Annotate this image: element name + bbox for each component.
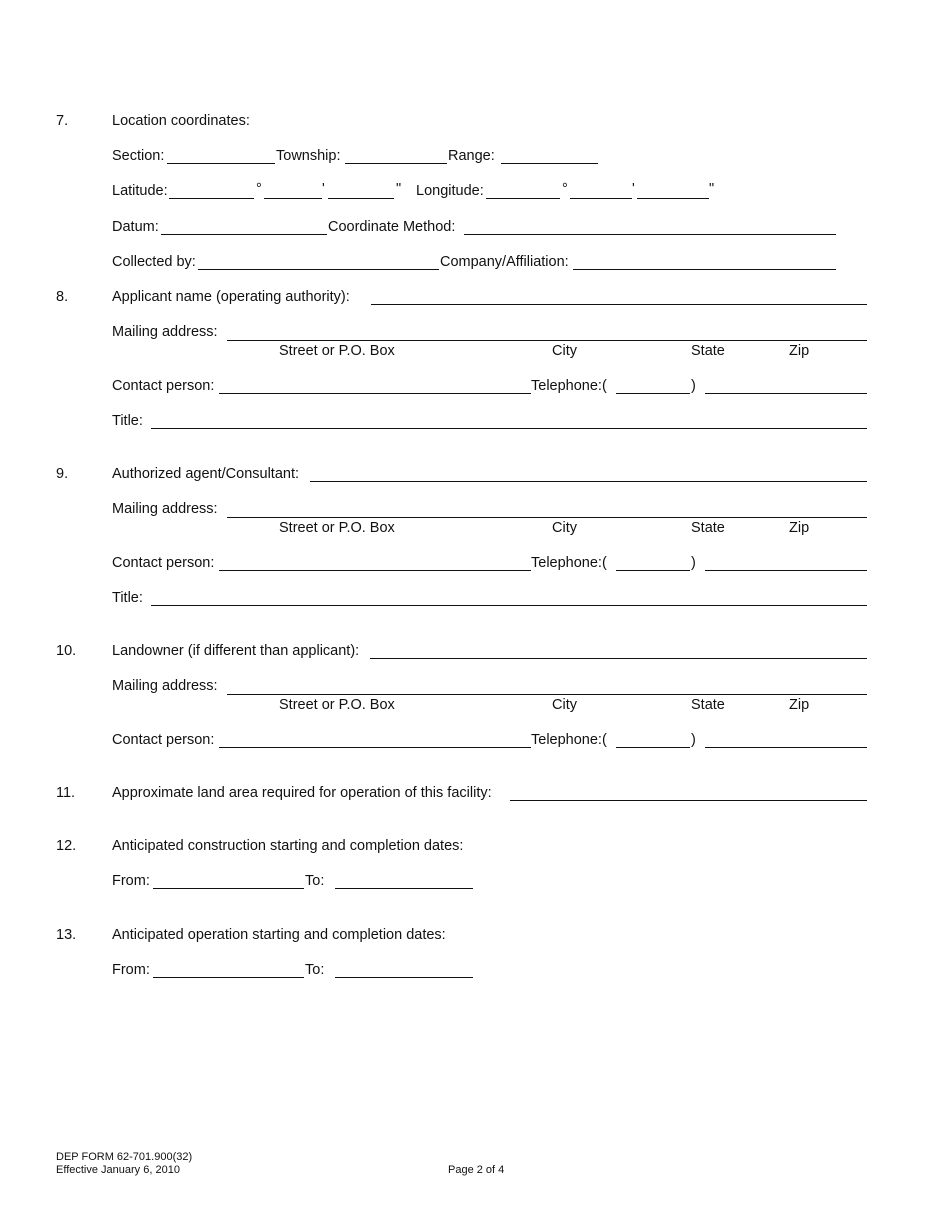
company-affiliation-field[interactable]: [573, 269, 836, 270]
longitude-degrees-field[interactable]: [486, 198, 560, 199]
datum-label: Datum:: [112, 219, 159, 235]
agent-phone-field[interactable]: [705, 570, 867, 571]
section-13-number: 13.: [56, 927, 77, 943]
operation-to-field[interactable]: [335, 977, 473, 978]
township-label: Township:: [276, 148, 341, 164]
agent-state-caption: State: [691, 520, 725, 536]
range-field[interactable]: [501, 163, 598, 164]
agent-telephone-label: Telephone:(: [531, 555, 607, 571]
coordinate-method-field[interactable]: [464, 234, 836, 235]
applicant-phone-field[interactable]: [705, 393, 867, 394]
operation-from-label: From:: [112, 962, 150, 978]
collected-by-field[interactable]: [198, 269, 439, 270]
operation-to-label: To:: [305, 962, 325, 978]
latitude-label: Latitude:: [112, 183, 168, 199]
landowner-city-caption: City: [552, 697, 577, 713]
longitude-seconds-field[interactable]: [637, 198, 709, 199]
applicant-state-caption: State: [691, 343, 725, 359]
construction-from-label: From:: [112, 873, 150, 889]
section-7-number: 7.: [56, 113, 69, 129]
section-10-number: 10.: [56, 643, 77, 659]
landowner-contact-label: Contact person:: [112, 732, 215, 748]
applicant-zip-caption: Zip: [789, 343, 810, 359]
section-8-number: 8.: [56, 289, 69, 305]
latitude-minute-symbol: ': [322, 181, 325, 197]
applicant-title-field[interactable]: [151, 428, 867, 429]
applicant-contact-field[interactable]: [219, 393, 531, 394]
landowner-mailing-label: Mailing address:: [112, 678, 218, 694]
authorized-agent-field[interactable]: [310, 481, 867, 482]
landowner-telephone-label: Telephone:(: [531, 732, 607, 748]
collected-by-label: Collected by:: [112, 254, 196, 270]
landowner-mailing-field[interactable]: [227, 694, 867, 695]
longitude-label: Longitude:: [416, 183, 484, 199]
form-number: DEP FORM 62-701.900(32): [56, 1151, 193, 1163]
latitude-minutes-field[interactable]: [264, 198, 322, 199]
agent-title-field[interactable]: [151, 605, 867, 606]
applicant-telephone-label: Telephone:(: [531, 378, 607, 394]
coordinate-method-label: Coordinate Method:: [328, 219, 456, 235]
section-9-number: 9.: [56, 466, 69, 482]
section-12-number: 12.: [56, 838, 77, 854]
township-field[interactable]: [345, 163, 447, 164]
land-area-label: Approximate land area required for operation of this facility:: [112, 785, 492, 801]
agent-area-code-field[interactable]: [616, 570, 690, 571]
construction-to-field[interactable]: [335, 888, 473, 889]
datum-field[interactable]: [161, 234, 327, 235]
applicant-mailing-field[interactable]: [227, 340, 867, 341]
agent-street-caption: Street or P.O. Box: [279, 520, 395, 536]
agent-mailing-label: Mailing address:: [112, 501, 218, 517]
applicant-area-code-field[interactable]: [616, 393, 690, 394]
applicant-name-label: Applicant name (operating authority):: [112, 289, 350, 305]
longitude-second-symbol: ": [709, 181, 715, 197]
land-area-field[interactable]: [510, 800, 867, 801]
latitude-degrees-field[interactable]: [169, 198, 254, 199]
landowner-field[interactable]: [370, 658, 867, 659]
agent-city-caption: City: [552, 520, 577, 536]
agent-title-label: Title:: [112, 590, 143, 606]
landowner-label: Landowner (if different than applicant):: [112, 643, 360, 659]
latitude-second-symbol: ": [396, 181, 402, 197]
landowner-phone-field[interactable]: [705, 747, 867, 748]
landowner-state-caption: State: [691, 697, 725, 713]
location-coordinates-heading: Location coordinates:: [112, 113, 250, 129]
construction-dates-heading: Anticipated construction starting and completion dates:: [112, 838, 464, 854]
applicant-city-caption: City: [552, 343, 577, 359]
company-affiliation-label: Company/Affiliation:: [440, 254, 569, 270]
latitude-seconds-field[interactable]: [328, 198, 394, 199]
operation-from-field[interactable]: [153, 977, 304, 978]
agent-contact-field[interactable]: [219, 570, 531, 571]
landowner-contact-field[interactable]: [219, 747, 531, 748]
landowner-paren-close: ): [691, 732, 696, 748]
authorized-agent-label: Authorized agent/Consultant:: [112, 466, 300, 482]
applicant-paren-close: ): [691, 378, 696, 394]
landowner-zip-caption: Zip: [789, 697, 810, 713]
applicant-contact-label: Contact person:: [112, 378, 215, 394]
agent-zip-caption: Zip: [789, 520, 810, 536]
agent-mailing-field[interactable]: [227, 517, 867, 518]
landowner-street-caption: Street or P.O. Box: [279, 697, 395, 713]
applicant-name-field[interactable]: [371, 304, 867, 305]
operation-dates-heading: Anticipated operation starting and completion dates:: [112, 927, 446, 943]
page-number: Page 2 of 4: [448, 1164, 505, 1176]
longitude-degree-symbol: °: [562, 181, 568, 197]
section-11-number: 11.: [56, 785, 76, 801]
landowner-area-code-field[interactable]: [616, 747, 690, 748]
agent-contact-label: Contact person:: [112, 555, 215, 571]
range-label: Range:: [448, 148, 495, 164]
longitude-minute-symbol: ': [632, 181, 635, 197]
longitude-minutes-field[interactable]: [570, 198, 632, 199]
applicant-title-label: Title:: [112, 413, 143, 429]
latitude-degree-symbol: °: [256, 181, 262, 197]
applicant-street-caption: Street or P.O. Box: [279, 343, 395, 359]
section-field[interactable]: [167, 163, 275, 164]
section-label: Section:: [112, 148, 165, 164]
applicant-mailing-label: Mailing address:: [112, 324, 218, 340]
construction-from-field[interactable]: [153, 888, 304, 889]
construction-to-label: To:: [305, 873, 325, 889]
effective-date: Effective January 6, 2010: [56, 1164, 180, 1176]
agent-paren-close: ): [691, 555, 696, 571]
